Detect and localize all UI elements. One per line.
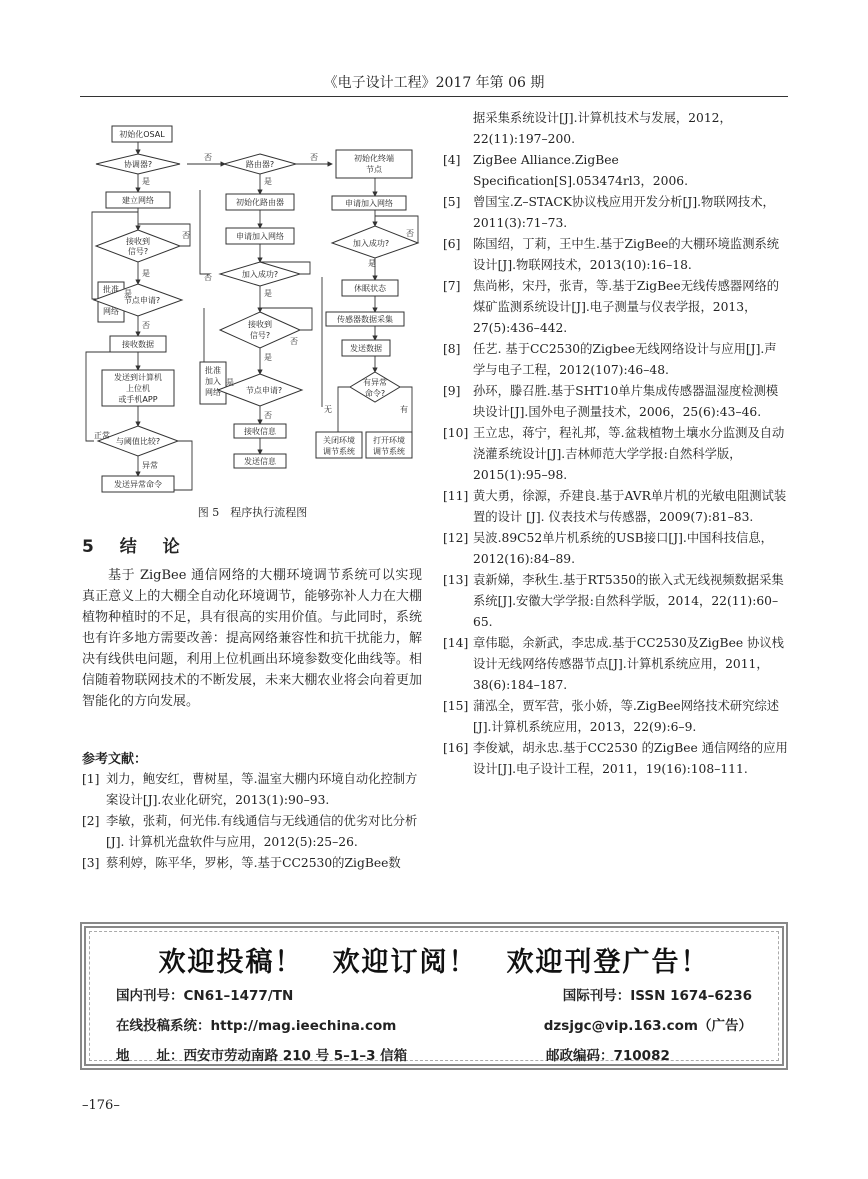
- node-request-2-label: 节点申请?: [245, 386, 283, 395]
- edge-no-5: 否: [204, 273, 212, 282]
- edge-yes-7: 是: [226, 378, 234, 387]
- request-join-1-label: 申请加入网络: [236, 232, 284, 241]
- join-success-2-label: 加入成功?: [352, 239, 390, 248]
- reference-text: 焦尚彬，宋丹，张青，等.基于ZigBee无线传感器网络的煤矿监测系统设计[J].电子测量与仪表学报，2013，27(5):436–442.: [473, 279, 780, 335]
- abnormal-cmd-line2: 命令?: [364, 389, 386, 398]
- init-osal-label: 初始化OSAL: [119, 130, 165, 139]
- header-rule: [80, 96, 788, 97]
- join-success-1-label: 加入成功?: [241, 270, 279, 279]
- approve-join-2-line1: 批准: [205, 366, 221, 375]
- receive-signal-2-line1: 接收到: [248, 320, 272, 329]
- reference-item: [443, 738, 788, 780]
- reference-item: [443, 150, 788, 192]
- reference-text: 陈国绍，丁莉，王中生.基于ZigBee的大棚环境监测系统设计[J].物联网技术，2013(10):16–18.: [473, 237, 780, 272]
- reference-text: 李俊斌，胡永忠.基于CC2530 的ZigBee 通信网络的应用设计[J].电子设计工程，2011，19(16):108–111.: [473, 741, 788, 776]
- receive-signal-1-line2: 信号?: [127, 247, 149, 256]
- approve-join-1-line3: 网络: [103, 307, 119, 316]
- reference-item: [443, 339, 788, 381]
- receive-info-label: 接收信息: [244, 427, 276, 436]
- edge-no-3: 否: [182, 231, 190, 240]
- intl-issn: 国际刊号：ISSN 1674–6236: [562, 988, 752, 1004]
- reference-number: [4]: [443, 153, 461, 167]
- reference-item: [443, 276, 788, 339]
- router-label: 路由器?: [245, 160, 275, 169]
- postcode: 邮政编码：710082: [546, 1048, 670, 1064]
- reference-text: 蒲泓全，贾军营，张小娇，等.ZigBee网络技术研究综述[J].计算机系统应用，2013，22(9):6–9.: [473, 699, 780, 734]
- reference-number: [11]: [443, 489, 469, 503]
- reference-number: [14]: [443, 636, 469, 650]
- send-data-label: 发送数据: [350, 344, 382, 353]
- address: 地 址：西安市劳动南路 210 号 5–1–3 信箱: [116, 1048, 408, 1064]
- reference-number: [3]: [82, 856, 100, 870]
- edge-no-7: 否: [264, 411, 272, 420]
- reference-number: [13]: [443, 573, 469, 587]
- reference-text: 刘力，鲍安红，曹树星，等.温室大棚内环境自动化控制方案设计[J].农业化研究，2013(1):90–93.: [106, 772, 418, 807]
- flowchart-figure: [80, 112, 425, 502]
- reference-number: [15]: [443, 699, 469, 713]
- approve-join-2-line3: 网络: [205, 388, 221, 397]
- open-env-line1: 打开环境: [373, 436, 405, 445]
- receive-signal-1-line1: 接收到: [126, 237, 150, 246]
- send-info-label: 发送信息: [244, 457, 276, 466]
- reference-text: 袁新娣，李秋生.基于RT5350的嵌入式无线视频数据采集系统[J].安徽大学学报:自然科学版，2014，22(11):60–65.: [473, 573, 784, 629]
- advertisement-box: [80, 922, 788, 1070]
- references-left-column: [82, 769, 422, 874]
- reference-item: [443, 234, 788, 276]
- reference-text: 据采集系统设计[J].计算机技术与发展，2012，22(11):197–200.: [473, 111, 732, 146]
- abnormal-cmd-line1: 有异常: [363, 378, 387, 387]
- figure-caption: 图 5 程序执行流程图: [197, 506, 308, 519]
- section-title: 5 结 论: [82, 537, 190, 557]
- edge-none: 无: [324, 405, 332, 414]
- reference-item: [82, 853, 422, 874]
- reference-number: [7]: [443, 279, 461, 293]
- close-env-line2: 调节系统: [323, 447, 355, 456]
- reference-text: 吴波.89C52单片机系统的USB接口[J].中国科技信息，2012(16):84–89.: [473, 531, 773, 566]
- send-to-pc-line3: 或手机APP: [118, 395, 158, 404]
- reference-number: [8]: [443, 342, 461, 356]
- reference-item: [443, 528, 788, 570]
- init-router-label: 初始化路由器: [236, 198, 284, 207]
- reference-number: [6]: [443, 237, 461, 251]
- send-alarm-label: 发送异常命令: [114, 480, 162, 489]
- receive-signal-1-decision: [96, 230, 180, 262]
- reference-text: 任艺. 基于CC2530的Zigbee无线网络设计与应用[J].声学与电子工程，2012(107):46–48.: [473, 342, 777, 377]
- references-heading: 参考文献：: [82, 752, 148, 767]
- reference-number: [10]: [443, 426, 469, 440]
- reference-item: [443, 696, 788, 738]
- init-terminal-line1: 初始化终端: [354, 154, 394, 163]
- reference-text: 黄大勇，徐源，乔建良.基于AVR单片机的光敏电阻测试装置的设计 [J]. 仪表技术与传感器，2009(7):81–83.: [473, 489, 787, 524]
- request-join-2-label: 申请加入网络: [345, 199, 393, 208]
- reference-number: [5]: [443, 195, 461, 209]
- domestic-issn: 国内刊号：CN61–1477/TN: [116, 988, 294, 1004]
- reference-item: [443, 633, 788, 696]
- send-to-pc-line2: 上位机: [126, 384, 150, 393]
- open-env-line2: 调节系统: [373, 447, 405, 456]
- journal-header: 《电子设计工程》2017 年第 06 期: [323, 75, 545, 91]
- edge-no-1: 否: [204, 153, 212, 162]
- reference-text: 蔡利婷，陈平华，罗彬，等.基于CC2530的ZigBee数: [106, 856, 401, 870]
- references-right-column: [443, 108, 788, 780]
- reference-number: [12]: [443, 531, 469, 545]
- edge-abnormal: 异常: [142, 461, 158, 470]
- send-to-pc-line1: 发送到计算机: [114, 373, 162, 382]
- edge-no-2: 否: [310, 153, 318, 162]
- reference-item: [82, 811, 422, 853]
- sleep-state-label: 休眠状态: [354, 284, 386, 293]
- ad-title: 欢迎投稿！ 欢迎订阅！ 欢迎刊登广告！: [158, 947, 710, 978]
- edge-no-4: 否: [142, 321, 150, 330]
- edge-no-6: 否: [290, 337, 298, 346]
- edge-yes-3: 是: [142, 269, 150, 278]
- reference-item: [443, 570, 788, 633]
- reference-number: [16]: [443, 741, 469, 755]
- edge-yes-5: 是: [264, 289, 272, 298]
- conclusion-paragraph: 基于 ZigBee 通信网络的大棚环境调节系统可以实现真正意义上的大棚全自动化环境调节，能够弥补人力在大棚植物种植时的不足，具有很高的实用价值。与此同时，系统也有许多地方需要改善：提高网络兼容性和抗干扰能力，解决有线供电问题，利用上位机画出环境参数变化曲线等。相信随着物联网技术的不断发展，未来大棚农业将会向着更加智能化的方向发展。: [82, 568, 422, 709]
- email-link[interactable]: dzsjgc@vip.163.com（广告）: [543, 1018, 752, 1034]
- edge-has: 有: [400, 405, 408, 414]
- close-env-line1: 关闭环境: [323, 436, 355, 445]
- receive-signal-2-decision: [220, 312, 300, 348]
- sensor-collect-label: 传感器数据采集: [337, 315, 393, 324]
- edge-yes-8: 是: [368, 259, 376, 268]
- reference-text: 章伟聪，余新武，李忠成.基于CC2530及ZigBee 协议栈设计无线网络传感器节点[J].计算机系统应用，2011，38(6):184–187.: [473, 636, 784, 692]
- edge-no-8: 否: [406, 229, 414, 238]
- reference-number: [9]: [443, 384, 461, 398]
- reference-text: 王立忠，蒋宁，程礼邦，等.盆栽植物土壤水分监测及自动浇灌系统设计[J].吉林师范大学学报:自然科学版，2015(1):95–98.: [473, 426, 785, 482]
- reference-text: ZigBee Alliance.ZigBee Specification[S].053474rl3，2006.: [473, 153, 689, 188]
- approve-join-1-line1: 批准: [103, 285, 119, 294]
- edge-yes-6: 是: [264, 353, 272, 362]
- compare-threshold-label: 与阈值比较?: [115, 437, 161, 446]
- receive-signal-2-line2: 信号?: [249, 331, 271, 340]
- edge-yes-1: 是: [142, 177, 150, 186]
- init-terminal-line2: 节点: [366, 165, 382, 174]
- node-request-1-label: 节点申请?: [123, 296, 161, 305]
- reference-text: 曾国宝.Z–STACK协议栈应用开发分析[J].物联网技术，2011(3):71–73.: [473, 195, 775, 230]
- reference-item: [443, 108, 788, 150]
- page-number: –176–: [82, 1098, 120, 1113]
- reference-item: [443, 192, 788, 234]
- edge-yes-2: 是: [264, 177, 272, 186]
- reference-item: [443, 423, 788, 486]
- reference-item: [443, 381, 788, 423]
- receive-data-label: 接收数据: [122, 340, 154, 349]
- edge-yes-4: 是: [124, 289, 132, 298]
- build-network-label: 建立网络: [122, 196, 154, 205]
- edge-normal: 正常: [94, 431, 110, 440]
- reference-text: 孙环，滕召胜.基于SHT10单片集成传感器温湿度检测模块设计[J].国外电子测量技术，2006，25(6):43–46.: [473, 384, 779, 419]
- reference-item: [443, 486, 788, 528]
- reference-text: 李敏，张莉，何光伟.有线通信与无线通信的优劣对比分析 [J]. 计算机光盘软件与应用，2012(5):25–26.: [106, 814, 418, 849]
- coordinator-label: 协调器?: [123, 160, 153, 169]
- online-submit-link[interactable]: 在线投稿系统：http://mag.ieechina.com: [116, 1018, 397, 1034]
- approve-join-2-line2: 加入: [205, 377, 221, 386]
- reference-item: [82, 769, 422, 811]
- reference-number: [443, 108, 467, 150]
- reference-number: [1]: [82, 772, 100, 786]
- reference-number: [2]: [82, 814, 100, 828]
